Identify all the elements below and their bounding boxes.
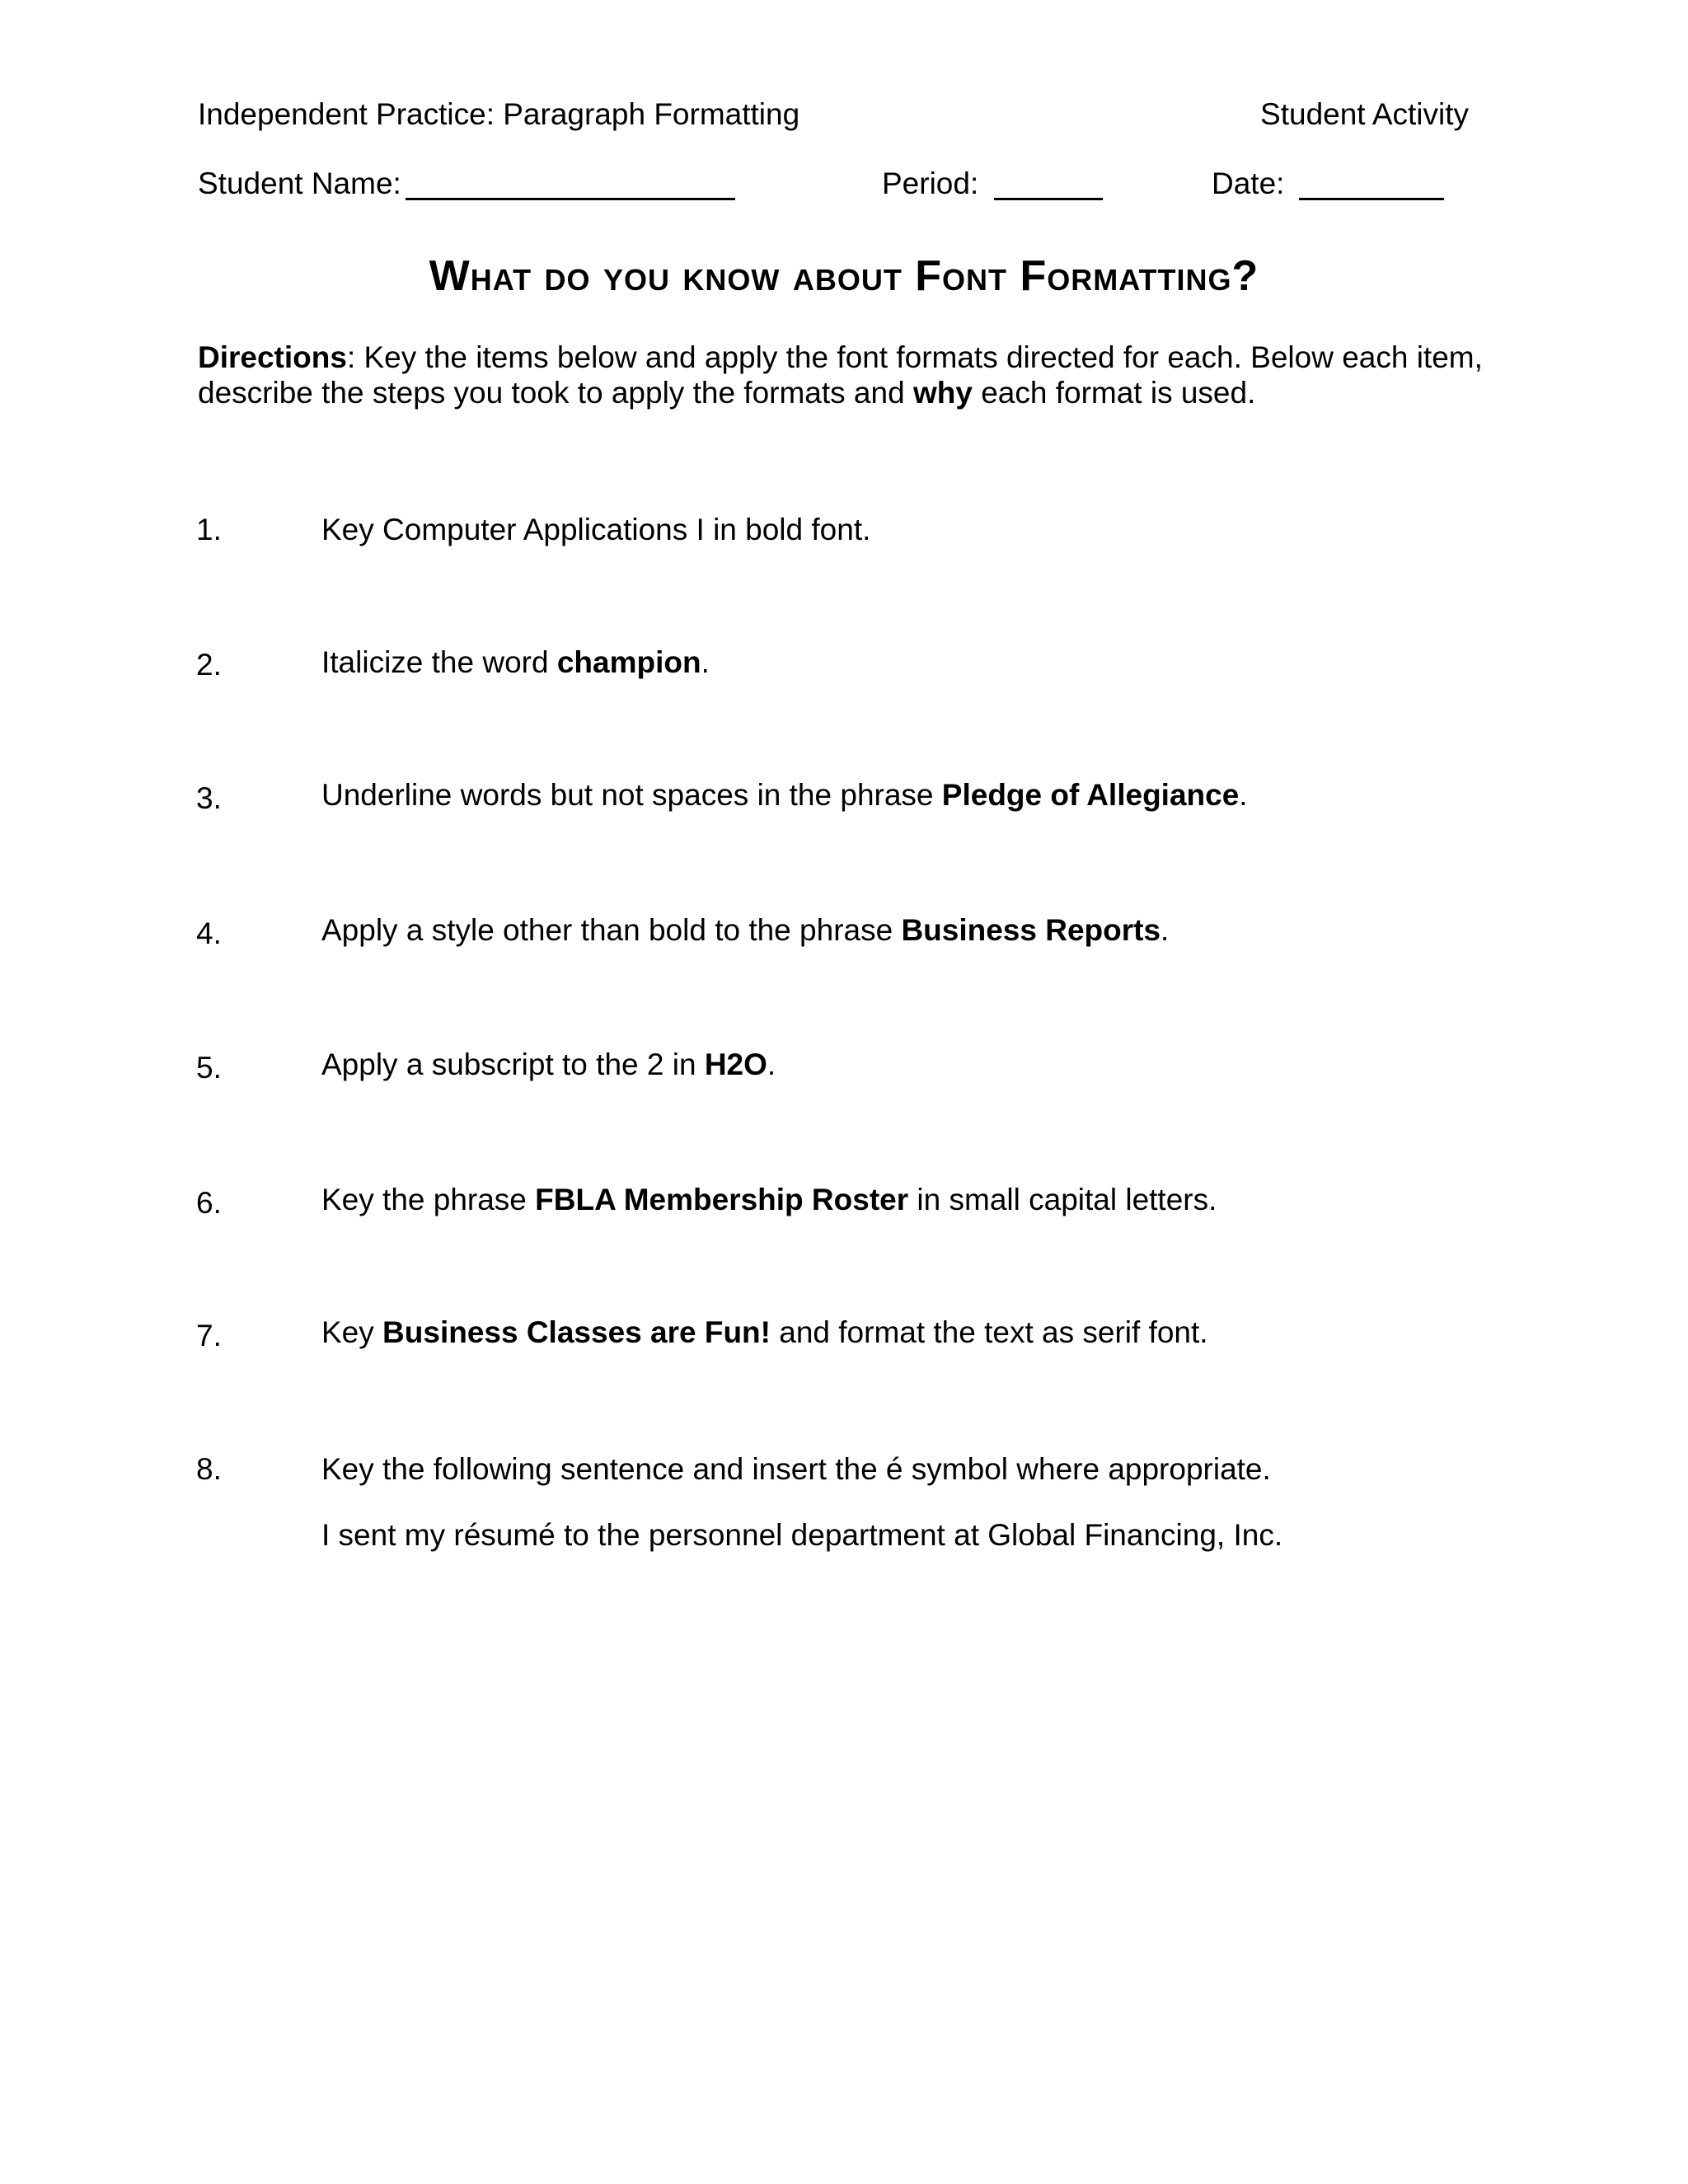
item-text: Apply a style other than bold to the phrase [321, 913, 902, 947]
directions-emphasis: why [912, 376, 973, 410]
item-bold-text: FBLA Membership Roster [535, 1183, 909, 1216]
item-text-end: . [1239, 778, 1248, 812]
directions-text-2: each format is used. [972, 376, 1256, 410]
item-number: 3. [196, 781, 222, 815]
directions-label: Directions [198, 340, 347, 374]
item-number: 8. [196, 1452, 222, 1486]
list-item [321, 1047, 776, 1082]
header-left: Independent Practice: Paragraph Formatting [198, 97, 800, 131]
header-right: Student Activity [1260, 97, 1469, 131]
list-item [321, 645, 710, 680]
item-text: Apply a subscript to the 2 in [321, 1047, 705, 1081]
student-name-blank[interactable] [406, 198, 735, 200]
list-item [321, 1315, 1208, 1350]
list-item [321, 913, 1169, 948]
period-label: Period: [882, 166, 979, 200]
item-text: Underline words but not spaces in the phrase [321, 778, 942, 812]
list-item [321, 513, 870, 547]
item-text: Key the following sentence and insert the é symbol where appropriate. [321, 1452, 1271, 1486]
item-text-end: . [701, 645, 710, 679]
item-number: 6. [196, 1186, 222, 1220]
list-item [321, 1183, 1217, 1217]
item-bold-text: Pledge of Allegiance [941, 778, 1240, 812]
date-blank[interactable] [1299, 198, 1444, 200]
item-number: 4. [196, 916, 222, 950]
date-label: Date: [1212, 166, 1285, 200]
item-text-end: . [767, 1047, 776, 1081]
item-text-end: and format the text as serif font. [770, 1315, 1208, 1349]
item-number: 7. [196, 1319, 222, 1352]
item-text: Key Computer Applications I in bold font. [321, 513, 871, 546]
list-item [321, 1452, 1271, 1487]
period-blank[interactable] [994, 198, 1103, 200]
directions [198, 340, 1484, 410]
item-bold-text: Business Reports [901, 913, 1161, 947]
item-bold-text: H2O [704, 1047, 767, 1081]
item-number: 5. [196, 1051, 222, 1085]
item-text-end: in small capital letters. [908, 1183, 1217, 1216]
item-text: Key [321, 1315, 383, 1349]
example-sentence: I sent my résumé to the personnel department at Global Financing, Inc. [321, 1518, 1283, 1552]
item-number: 2. [196, 648, 222, 682]
item-text: Key the phrase [321, 1183, 536, 1216]
item-text: Italicize the word [321, 645, 557, 679]
page-title: What do you know about Font Formatting? [429, 252, 1259, 300]
student-name-label: Student Name: [198, 166, 401, 200]
item-bold-text: Business Classes are Fun! [382, 1315, 771, 1349]
item-bold-text: champion [556, 645, 701, 679]
list-item [321, 778, 1248, 813]
directions-text-1: : Key the items below and apply the font formats directed for each. Below each item, describe the steps you took to apply the formats and [198, 340, 1483, 410]
item-number: 1. [196, 513, 222, 546]
item-text-end: . [1160, 913, 1170, 947]
